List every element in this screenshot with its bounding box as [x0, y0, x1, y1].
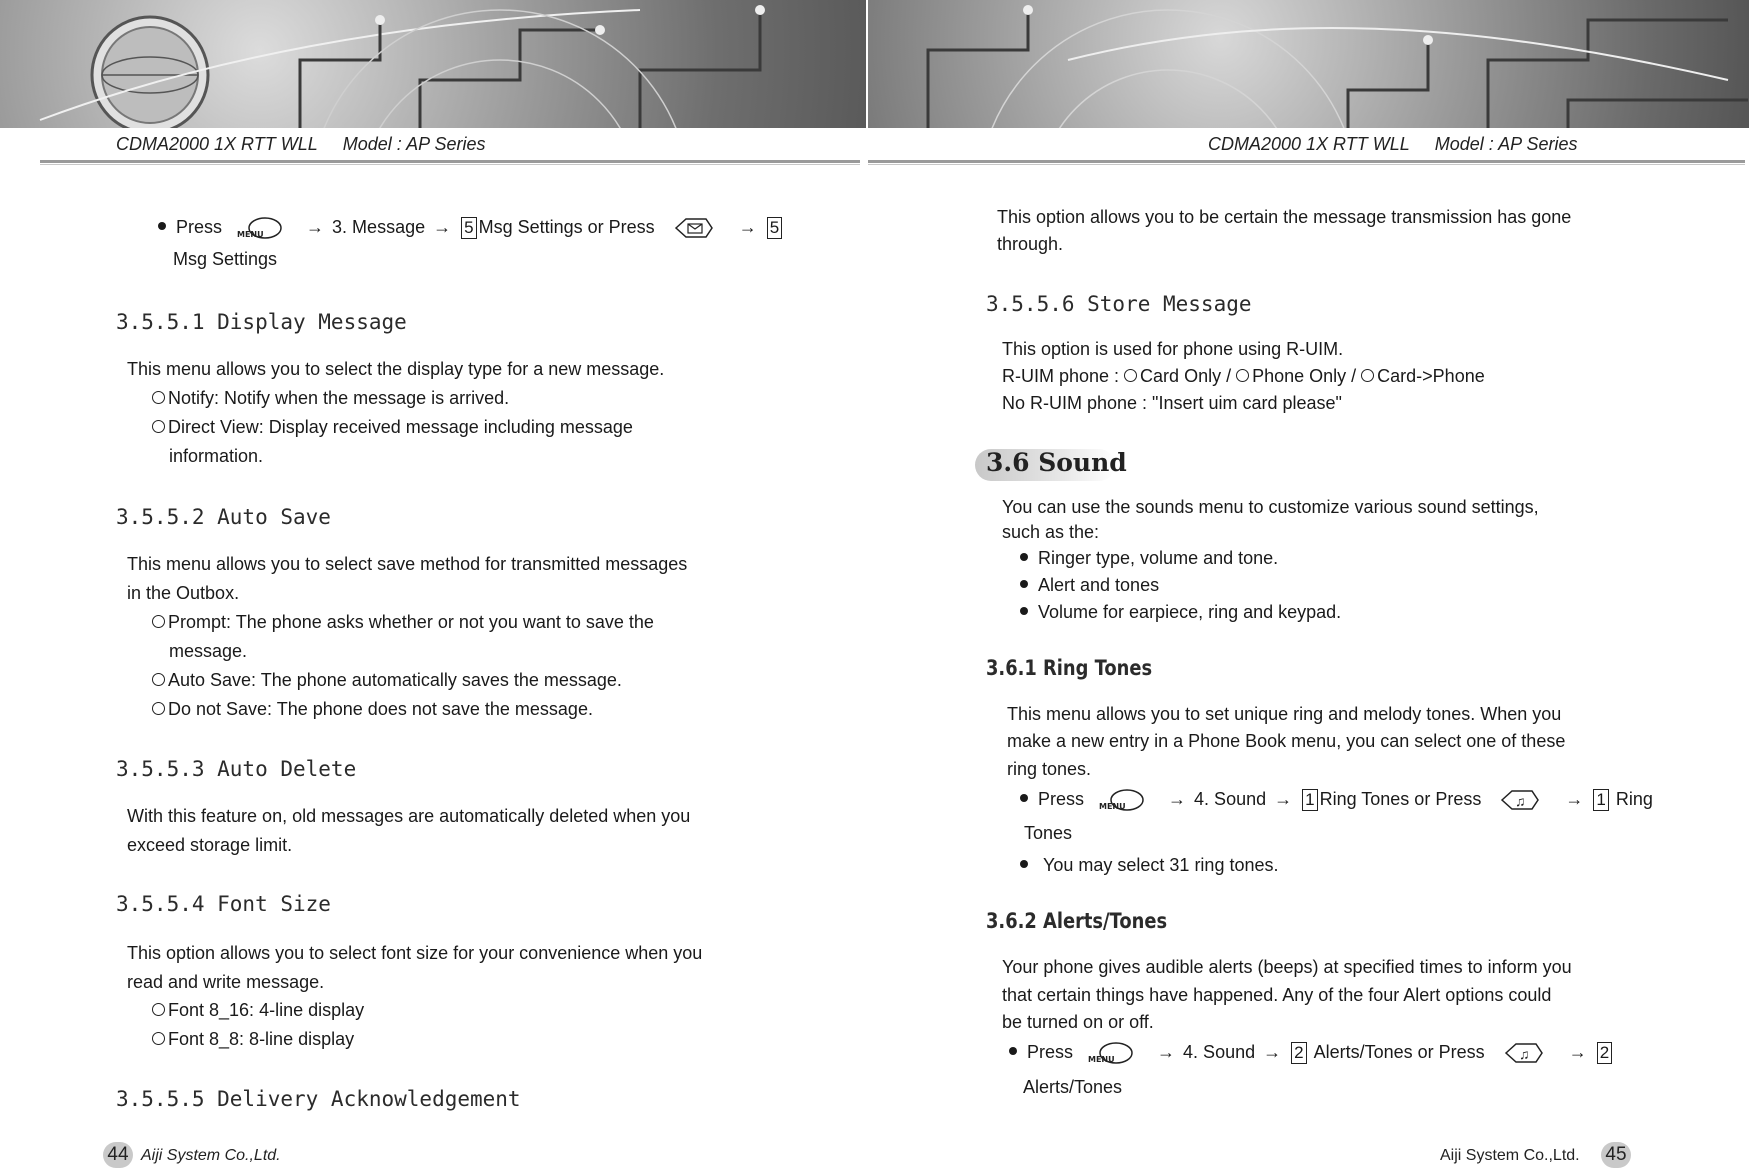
- bullet-icon: [1020, 580, 1028, 588]
- sound-intro-1: You can use the sounds menu to customize various sound settings,: [1002, 497, 1539, 517]
- heading-ring-tones: 3.6.1 Ring Tones: [986, 656, 1153, 680]
- bullet-icon: [1020, 794, 1028, 802]
- font-size-line-2: read and write message.: [127, 972, 325, 992]
- menu-key-icon: [1086, 1040, 1136, 1066]
- press-instruction-cont: Msg Settings: [173, 249, 278, 269]
- alerts-line-2: that certain things have happened. Any of the four Alert options could: [1002, 985, 1552, 1005]
- bullet-icon: [1020, 607, 1028, 615]
- key-5-alt: 5: [767, 217, 782, 239]
- left-header-rule: [40, 160, 860, 163]
- footer-company-left: Aiji System Co.,Ltd.: [141, 1147, 281, 1164]
- press-instruction: Press MENU → 3. Message → 5 Msg Settings or Press → 5: [158, 214, 784, 241]
- sound-bullet-1: Ringer type, volume and tone.: [1020, 545, 1278, 572]
- sound-key-icon: [1494, 787, 1544, 813]
- option-direct-view: Direct View: Display received message including message: [152, 414, 633, 441]
- page-number-right: 45: [1601, 1142, 1631, 1168]
- heading-delivery-ack: 3.5.5.5 Delivery Acknowledgement: [116, 1087, 521, 1111]
- option-direct-view-cont: information.: [169, 446, 264, 466]
- font-size-line-1: This option allows you to select font size for your convenience when you: [127, 943, 703, 963]
- store-message-line-1: This option is used for phone using R-UIM.: [1002, 339, 1344, 359]
- auto-save-intro-1: This menu allows you to select save method for transmitted messages: [127, 554, 688, 574]
- left-header-title: CDMA2000 1X RTT WLL Model : AP Series: [116, 134, 486, 154]
- option-circle-icon: [152, 615, 165, 628]
- auto-delete-line-2: exceed storage limit.: [127, 835, 293, 855]
- sound-bullet-2: Alert and tones: [1020, 572, 1159, 599]
- sound-intro-2: such as the:: [1002, 522, 1100, 542]
- ring-tones-line-3: ring tones.: [1007, 759, 1092, 779]
- heading-auto-save: 3.5.5.2 Auto Save: [116, 505, 331, 529]
- option-prompt-cont: message.: [169, 641, 248, 661]
- option-do-not-save: Do not Save: The phone does not save the message.: [152, 696, 593, 723]
- ring-tones-bullet-2: You may select 31 ring tones.: [1020, 852, 1279, 879]
- right-header-title: CDMA2000 1X RTT WLL Model : AP Series: [1208, 134, 1578, 154]
- svg-text:♫: ♫: [1518, 1046, 1530, 1063]
- header-banner-right: [868, 0, 1749, 128]
- message-key-icon: [668, 215, 718, 241]
- bullet-icon: [1009, 1047, 1017, 1055]
- option-prompt: Prompt: The phone asks whether or not you want to save the: [152, 609, 654, 636]
- key-1-alt: 1: [1593, 789, 1608, 811]
- option-notify: Notify: Notify when the message is arrived.: [152, 385, 509, 412]
- bullet-icon: [158, 222, 166, 230]
- sound-bullet-3: Volume for earpiece, ring and keypad.: [1020, 599, 1341, 626]
- svg-text:MENU: MENU: [1088, 1055, 1115, 1065]
- option-circle-icon: [152, 673, 165, 686]
- option-circle-icon: [1361, 369, 1374, 382]
- option-circle-icon: [1124, 369, 1137, 382]
- header-banner-left: [0, 0, 866, 128]
- circuit-globe-graphic: [0, 0, 866, 128]
- svg-text:♫: ♫: [1515, 793, 1526, 810]
- ring-tones-line-1: This menu allows you to set unique ring and melody tones. When you: [1007, 704, 1562, 724]
- heading-font-size: 3.5.5.4 Font Size: [116, 892, 331, 916]
- right-header-rule-thin: [868, 164, 1745, 165]
- option-circle-icon: [152, 702, 165, 715]
- option-circle-icon: [152, 1032, 165, 1045]
- alerts-press-cont: Alerts/Tones: [1023, 1077, 1123, 1097]
- bullet-icon: [1020, 860, 1028, 868]
- ring-tones-press-cont: Tones: [1024, 823, 1073, 843]
- heading-store-message: 3.5.5.6 Store Message: [986, 292, 1252, 316]
- alerts-press: Press MENU → 4. Sound → 2 Alerts/Tones or Press ♫ → 2: [1009, 1039, 1614, 1066]
- alerts-line-3: be turned on or off.: [1002, 1012, 1154, 1032]
- delivery-ack-line-2: through.: [997, 234, 1064, 254]
- heading-alerts-tones: 3.6.2 Alerts/Tones: [986, 909, 1168, 933]
- auto-save-intro-2: in the Outbox.: [127, 583, 240, 603]
- right-header-rule: [868, 160, 1745, 163]
- heading-display-message: 3.5.5.1 Display Message: [116, 310, 407, 334]
- key-5: 5: [461, 217, 476, 239]
- auto-delete-line-1: With this feature on, old messages are automatically deleted when you: [127, 806, 691, 826]
- key-2-alt: 2: [1597, 1042, 1612, 1064]
- svg-text:MENU: MENU: [1099, 802, 1126, 812]
- option-circle-icon: [152, 420, 165, 433]
- delivery-ack-line-1: This option allows you to be certain the message transmission has gone: [997, 207, 1572, 227]
- heading-auto-delete: 3.5.5.3 Auto Delete: [116, 757, 357, 781]
- ring-tones-line-2: make a new entry in a Phone Book menu, you can select one of these: [1007, 731, 1566, 751]
- option-circle-icon: [1236, 369, 1249, 382]
- svg-text:MENU: MENU: [237, 230, 264, 240]
- ring-tones-press: Press MENU → 4. Sound → 1 Ring Tones or Press ♫ → 1 Ring: [1020, 786, 1653, 813]
- menu-key-icon: [235, 215, 285, 241]
- option-font-8-8: Font 8_8: 8-line display: [152, 1026, 354, 1053]
- display-message-intro: This menu allows you to select the display type for a new message.: [127, 359, 665, 379]
- option-circle-icon: [152, 1003, 165, 1016]
- key-2: 2: [1291, 1042, 1306, 1064]
- key-1: 1: [1302, 789, 1317, 811]
- bullet-icon: [1020, 553, 1028, 561]
- alerts-line-1: Your phone gives audible alerts (beeps) at specified times to inform you: [1002, 957, 1572, 977]
- option-circle-icon: [152, 391, 165, 404]
- option-font-8-16: Font 8_16: 4-line display: [152, 997, 364, 1024]
- left-header-rule-thin: [40, 164, 860, 165]
- footer-company-right: Aiji System Co.,Ltd.: [1440, 1147, 1580, 1164]
- store-message-line-3: No R-UIM phone : "Insert uim card please": [1002, 393, 1342, 413]
- menu-key-icon: [1097, 787, 1147, 813]
- section-title-sound: 3.6 Sound: [986, 448, 1127, 477]
- page-number-left: 44: [103, 1142, 133, 1168]
- circuit-board-graphic: [868, 0, 1749, 128]
- store-message-line-2: R-UIM phone : Card Only / Phone Only / Card->Phone: [1002, 366, 1485, 386]
- option-auto-save: Auto Save: The phone automatically saves the message.: [152, 667, 622, 694]
- sound-key-icon: [1498, 1040, 1548, 1066]
